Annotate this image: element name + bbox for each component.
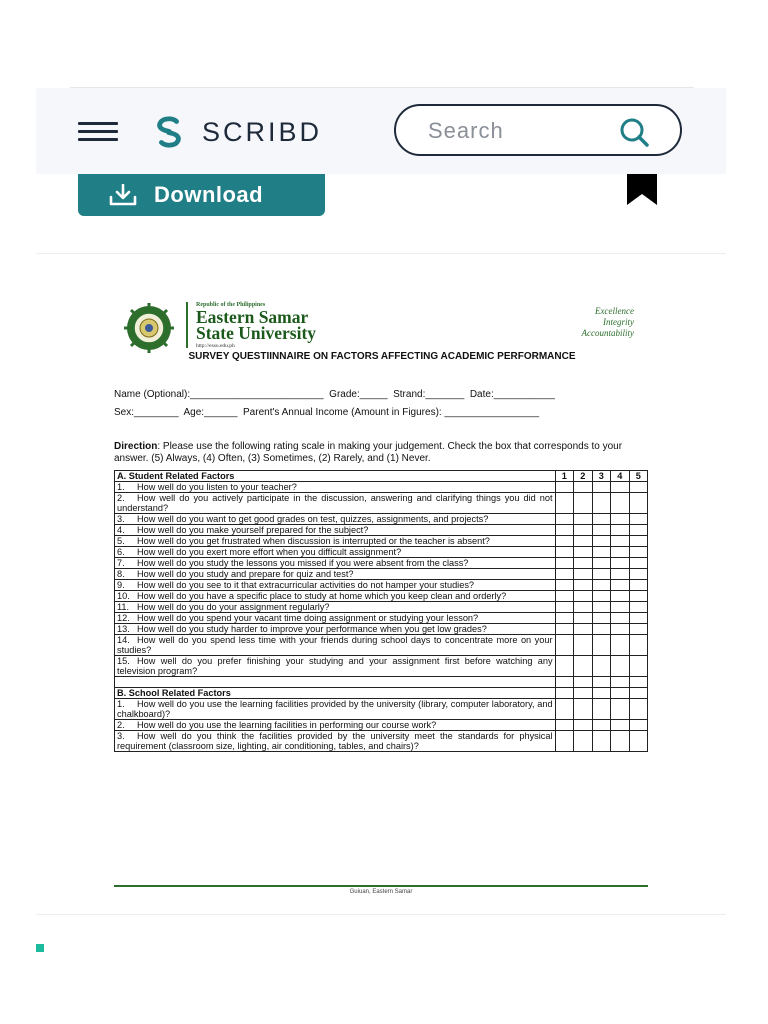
rating-checkbox[interactable] <box>574 613 592 624</box>
rating-checkbox[interactable] <box>611 699 629 720</box>
rating-checkbox[interactable] <box>555 731 573 752</box>
rating-checkbox[interactable] <box>555 602 573 613</box>
rating-checkbox[interactable] <box>555 656 573 677</box>
rating-checkbox[interactable] <box>555 558 573 569</box>
table-row <box>115 493 648 514</box>
university-url: http://essu.edu.ph <box>196 343 235 349</box>
rating-checkbox[interactable] <box>555 699 573 720</box>
rating-checkbox[interactable] <box>629 720 648 731</box>
rating-checkbox[interactable] <box>629 731 648 752</box>
question-cell <box>115 656 556 677</box>
table-row <box>115 602 648 613</box>
rating-checkbox[interactable] <box>555 580 573 591</box>
rating-checkbox[interactable] <box>555 482 573 493</box>
download-label: Download <box>154 182 264 207</box>
table-row <box>115 482 648 493</box>
rating-checkbox[interactable] <box>574 569 592 580</box>
rating-checkbox[interactable] <box>574 493 592 514</box>
rating-header: 1 <box>555 471 573 482</box>
rating-checkbox[interactable] <box>629 482 648 493</box>
rating-checkbox[interactable] <box>574 514 592 525</box>
rating-checkbox[interactable] <box>611 720 629 731</box>
rating-checkbox[interactable] <box>592 656 610 677</box>
question-text: How well do you study and prepare for quiz and test? <box>137 569 354 579</box>
question-text: How well do you have a specific place to study at home which you keep clean and orderly? <box>137 591 507 601</box>
question-number: 5. <box>117 536 125 546</box>
question-number: 1. <box>117 482 125 492</box>
rating-checkbox[interactable] <box>574 591 592 602</box>
rating-checkbox[interactable] <box>555 613 573 624</box>
section-title: B. School Related Factors <box>115 688 556 699</box>
rating-checkbox[interactable] <box>574 731 592 752</box>
rating-checkbox[interactable] <box>555 635 573 656</box>
search-icon[interactable] <box>616 116 652 148</box>
rating-checkbox[interactable] <box>555 514 573 525</box>
content-divider-bottom <box>36 914 726 915</box>
content-divider <box>36 253 726 254</box>
rating-checkbox[interactable] <box>555 624 573 635</box>
rating-checkbox[interactable] <box>574 656 592 677</box>
university-seal-icon <box>124 303 174 353</box>
rating-checkbox[interactable] <box>574 547 592 558</box>
question-cell <box>115 493 556 514</box>
section-title: A. Student Related Factors <box>115 471 556 482</box>
table-row <box>115 720 648 731</box>
rating-checkbox[interactable] <box>611 493 629 514</box>
rating-checkbox[interactable] <box>555 493 573 514</box>
rating-checkbox[interactable] <box>629 525 648 536</box>
direction-text: Direction: Please use the following rating scale in making your judgement. Check the box that corresponds to your answer. (5) Always, (4) Often, (3) Sometimes, (2) Rarely, and (1) Never. <box>114 441 623 464</box>
rating-checkbox[interactable] <box>611 536 629 547</box>
table-row <box>115 558 648 569</box>
rating-checkbox[interactable] <box>592 547 610 558</box>
table-row <box>115 547 648 558</box>
rating-checkbox[interactable] <box>611 547 629 558</box>
question-number: 12. <box>117 613 130 623</box>
rating-checkbox[interactable] <box>629 688 648 699</box>
search-box[interactable] <box>394 104 682 156</box>
question-cell <box>115 602 556 613</box>
question-number: 11. <box>117 602 130 612</box>
question-number: 3. <box>117 731 125 741</box>
table-row <box>115 591 648 602</box>
question-text: How well do you get frustrated when discussion is interrupted or the teacher is absent? <box>137 536 490 546</box>
rating-checkbox[interactable] <box>629 624 648 635</box>
rating-checkbox[interactable] <box>592 688 610 699</box>
question-number: 7. <box>117 558 125 568</box>
table-row <box>115 536 648 547</box>
rating-checkbox[interactable] <box>574 699 592 720</box>
rating-checkbox[interactable] <box>574 580 592 591</box>
rating-checkbox[interactable] <box>629 547 648 558</box>
question-number: 14. <box>117 635 130 645</box>
table-row <box>115 635 648 656</box>
rating-checkbox[interactable] <box>629 580 648 591</box>
question-number: 2. <box>117 720 125 730</box>
question-cell <box>115 613 556 624</box>
rating-checkbox[interactable] <box>555 525 573 536</box>
rating-checkbox[interactable] <box>574 635 592 656</box>
question-text: How well do you do your assignment regularly? <box>137 602 330 612</box>
university-name: Eastern Samar State University <box>196 307 317 343</box>
question-cell <box>115 591 556 602</box>
rating-checkbox[interactable] <box>629 656 648 677</box>
section-header-row <box>115 688 648 699</box>
question-cell <box>115 635 556 656</box>
rating-checkbox[interactable] <box>592 613 610 624</box>
question-text: How well do you exert more effort when you difficult assignment? <box>137 547 402 557</box>
table-row <box>115 514 648 525</box>
table-row <box>115 731 648 752</box>
footer-rule <box>114 885 648 887</box>
question-text: How well do you want to get good grades on test, quizzes, assignments, and projects? <box>137 514 489 524</box>
question-cell <box>115 699 556 720</box>
status-dot <box>36 944 44 952</box>
rating-checkbox[interactable] <box>611 558 629 569</box>
rating-checkbox[interactable] <box>574 482 592 493</box>
question-text: How well do you actively participate in the discussion, answering and clarifying things you did not understand? <box>117 493 553 513</box>
question-number: 4. <box>117 525 125 535</box>
spacer-row <box>115 677 648 688</box>
rating-checkbox[interactable] <box>611 514 629 525</box>
rating-checkbox[interactable] <box>574 720 592 731</box>
rating-header: 2 <box>574 471 592 482</box>
rating-checkbox[interactable] <box>555 591 573 602</box>
rating-checkbox[interactable] <box>611 482 629 493</box>
rating-header: 4 <box>611 471 629 482</box>
rating-checkbox[interactable] <box>555 536 573 547</box>
question-text: How well do you use the learning facilities provided by the university (library, computer laboratory, and chalkboard)? <box>117 699 553 719</box>
rating-checkbox[interactable] <box>592 602 610 613</box>
table-row <box>115 613 648 624</box>
rating-checkbox[interactable] <box>574 624 592 635</box>
rating-header: 3 <box>592 471 610 482</box>
rating-checkbox[interactable] <box>629 699 648 720</box>
rating-checkbox[interactable] <box>574 525 592 536</box>
rating-checkbox[interactable] <box>592 699 610 720</box>
rating-checkbox[interactable] <box>555 720 573 731</box>
question-text: How well do you think the facilities provided by the university meet the standards for physical requirement (classroom size, lighting, air conditioning, tables, and chairs)? <box>117 731 553 751</box>
question-text: How well do you study harder to improve your performance when you get low grades? <box>137 624 487 634</box>
header-rule <box>186 302 188 348</box>
question-cell <box>115 514 556 525</box>
rating-checkbox[interactable] <box>629 514 648 525</box>
question-cell <box>115 536 556 547</box>
rating-checkbox[interactable] <box>629 613 648 624</box>
question-cell <box>115 525 556 536</box>
rating-checkbox[interactable] <box>574 602 592 613</box>
survey-table <box>114 470 648 752</box>
rating-checkbox[interactable] <box>611 624 629 635</box>
rating-checkbox[interactable] <box>592 525 610 536</box>
question-text: How well do you study the lessons you missed if you were absent from the class? <box>137 558 469 568</box>
download-button[interactable] <box>78 174 325 216</box>
rating-checkbox[interactable] <box>592 482 610 493</box>
survey-title: SURVEY QUESTIINNAIRE ON FACTORS AFFECTING ACADEMIC PERFORMANCE <box>188 351 576 362</box>
rating-checkbox[interactable] <box>629 493 648 514</box>
question-cell <box>115 569 556 580</box>
question-number: 9. <box>117 580 125 590</box>
respondent-fields: Name (Optional):________________________ Grade:_____ Strand:_______ Date:___________ Sex:________ Age:______ Parent's Annual Income (Amount in Figures): _________________ <box>114 389 555 418</box>
question-cell <box>115 547 556 558</box>
scribd-logo-icon <box>150 113 188 151</box>
rating-checkbox[interactable] <box>611 602 629 613</box>
brand-name: SCRIBD <box>202 116 323 147</box>
hamburger-menu-icon[interactable] <box>78 122 118 142</box>
search-input[interactable] <box>426 116 600 146</box>
rating-checkbox[interactable] <box>592 635 610 656</box>
table-row <box>115 699 648 720</box>
rating-checkbox[interactable] <box>555 688 573 699</box>
rating-checkbox[interactable] <box>592 514 610 525</box>
rating-checkbox[interactable] <box>611 731 629 752</box>
question-cell <box>115 580 556 591</box>
question-number: 15. <box>117 656 130 666</box>
question-text: How well do you listen to your teacher? <box>137 482 297 492</box>
question-number: 3. <box>117 514 125 524</box>
rating-checkbox[interactable] <box>629 591 648 602</box>
document-page <box>114 296 650 896</box>
table-row <box>115 624 648 635</box>
rating-checkbox[interactable] <box>574 558 592 569</box>
rating-checkbox[interactable] <box>611 569 629 580</box>
rating-checkbox[interactable] <box>592 536 610 547</box>
question-cell <box>115 731 556 752</box>
rating-checkbox[interactable] <box>592 493 610 514</box>
question-number: 13. <box>117 624 130 634</box>
download-icon <box>108 184 138 206</box>
scribd-logo[interactable] <box>150 110 360 154</box>
table-row <box>115 656 648 677</box>
question-number: 2. <box>117 493 125 503</box>
rating-checkbox[interactable] <box>592 591 610 602</box>
table-row <box>115 569 648 580</box>
rating-checkbox[interactable] <box>592 624 610 635</box>
question-number: 6. <box>117 547 125 557</box>
question-number: 8. <box>117 569 125 579</box>
question-text: How well do you make yourself prepared for the subject? <box>137 525 369 535</box>
rating-checkbox[interactable] <box>574 688 592 699</box>
rating-checkbox[interactable] <box>611 591 629 602</box>
rating-checkbox[interactable] <box>629 635 648 656</box>
question-text: How well do you prefer finishing your studying and your assignment first before watching any television program? <box>117 656 553 676</box>
document-footer: Guiuan, Eastern Samar <box>349 889 413 895</box>
rating-checkbox[interactable] <box>592 580 610 591</box>
question-number: 10. <box>117 591 130 601</box>
rating-checkbox[interactable] <box>555 547 573 558</box>
question-text: How well do you use the learning facilities in performing our course work? <box>137 720 437 730</box>
question-cell <box>115 624 556 635</box>
question-cell <box>115 558 556 569</box>
rating-checkbox[interactable] <box>592 558 610 569</box>
rating-checkbox[interactable] <box>555 569 573 580</box>
bookmark-icon[interactable] <box>626 174 658 206</box>
question-number: 1. <box>117 699 125 709</box>
section-header-row <box>115 471 648 482</box>
question-cell <box>115 482 556 493</box>
question-cell <box>115 720 556 731</box>
rating-checkbox[interactable] <box>629 558 648 569</box>
rating-checkbox[interactable] <box>574 536 592 547</box>
rating-checkbox[interactable] <box>629 536 648 547</box>
rating-checkbox[interactable] <box>611 613 629 624</box>
rating-checkbox[interactable] <box>629 602 648 613</box>
republic-label: Republic of the Philippines <box>196 302 266 308</box>
rating-checkbox[interactable] <box>592 569 610 580</box>
rating-checkbox[interactable] <box>611 580 629 591</box>
rating-checkbox[interactable] <box>592 720 610 731</box>
rating-checkbox[interactable] <box>611 635 629 656</box>
rating-checkbox[interactable] <box>629 569 648 580</box>
rating-checkbox[interactable] <box>611 656 629 677</box>
question-text: How well do you spend less time with your friends during school days to concentrate more on your studies? <box>117 635 553 655</box>
question-text: How well do you spend your vacant time doing assignment or studying your lesson? <box>137 613 479 623</box>
rating-checkbox[interactable] <box>592 731 610 752</box>
rating-checkbox[interactable] <box>611 688 629 699</box>
rating-header: 5 <box>629 471 648 482</box>
university-motto: Excellence Integrity Accountability <box>581 306 634 338</box>
question-text: How well do you see to it that extracurricular activities do not hamper your studies? <box>137 580 475 590</box>
table-row <box>115 525 648 536</box>
table-row <box>115 580 648 591</box>
rating-checkbox[interactable] <box>611 525 629 536</box>
